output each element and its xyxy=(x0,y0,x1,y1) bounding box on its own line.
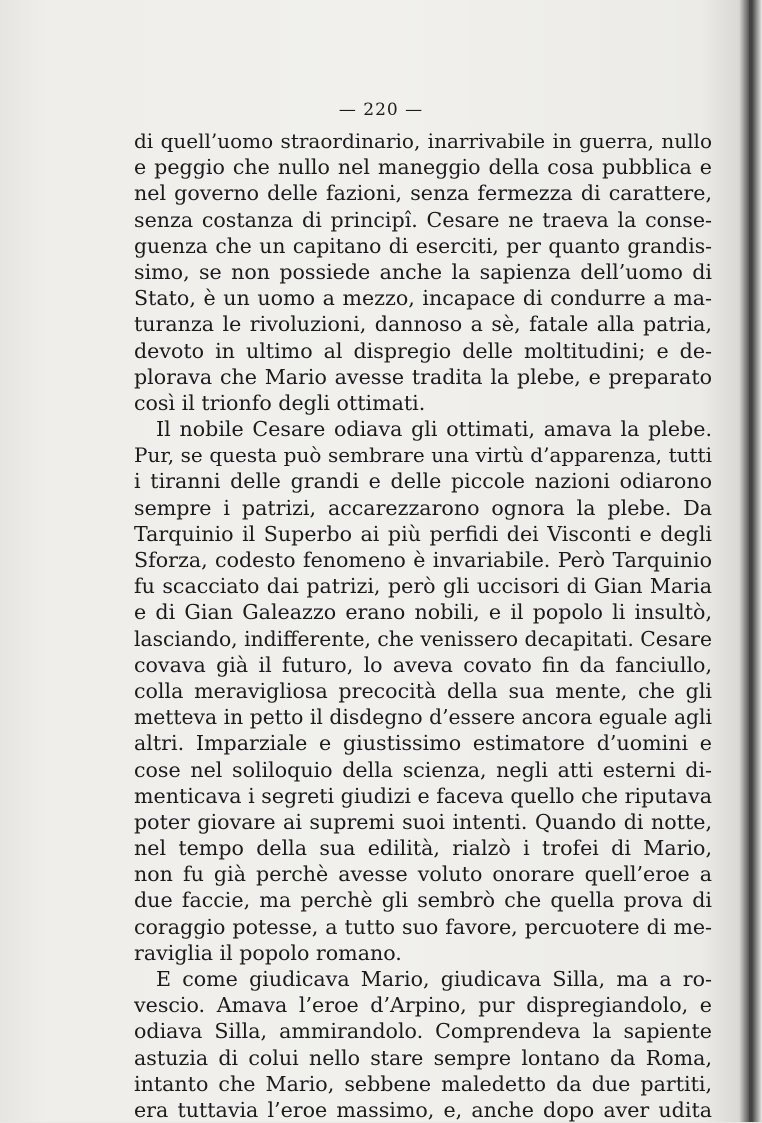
text-line: odiava Silla, ammirandolo. Comprendeva la sapiente xyxy=(134,1019,712,1044)
text-line: Sforza, codesto fenomeno è invariabile. Però Tarquinio xyxy=(134,548,712,572)
text-line: covava già il futuro, lo aveva covato fin da fanciullo, xyxy=(134,652,712,677)
text-line: cose nel soliloquio della scienza, negli atti esterni di- xyxy=(134,757,712,782)
text-line: colla meravigliosa precocità della sua mente, che gli xyxy=(134,678,712,703)
text-line: simo, se non possiede anche la sapienza dell’uomo di xyxy=(134,259,712,284)
text-line: non fu già perchè avesse voluto onorare quell’eroe a xyxy=(134,862,712,887)
body-text xyxy=(134,128,712,1123)
text-line: raviglia il popolo romano. xyxy=(134,940,402,965)
text-line: turanza le rivoluzioni, dannoso a sè, fatale alla patria, xyxy=(134,312,712,337)
text-line: Stato, è un uomo a mezzo, incapace di condurre a ma- xyxy=(134,286,712,311)
page-edge-shadow xyxy=(749,0,752,1122)
text-line: così il trionfo degli ottimati. xyxy=(134,390,426,415)
text-line: coraggio potesse, a tutto suo favore, percuotere di me- xyxy=(134,914,712,939)
text-line: devoto in ultimo al dispregio delle moltitudini; e de- xyxy=(134,338,712,363)
text-line: altri. Imparziale e giustissimo estimatore d’uomini e xyxy=(134,731,712,756)
text-line: di quell’uomo straordinario, inarrivabile in guerra, nullo xyxy=(134,129,712,153)
text-line: i tiranni delle grandi e delle piccole nazioni odiarono xyxy=(134,469,712,494)
text-line: nel tempo della sua edilità, rialzò i trofei di Mario, xyxy=(134,836,712,861)
text-line: Il nobile Cesare odiava gli ottimati, amava la plebe. xyxy=(156,417,712,442)
text-line: era tuttavia l’eroe massimo, e, anche dopo aver udita xyxy=(134,1097,712,1122)
text-line: vescio. Amava l’eroe d’Arpino, pur dispregiandolo, e xyxy=(134,993,712,1018)
text-line: senza costanza di principî. Cesare ne traeva la conse- xyxy=(134,207,712,232)
text-line: metteva in petto il disdegno d’essere ancora eguale agli xyxy=(134,705,712,730)
text-line: plorava che Mario avesse tradita la plebe, e preparato xyxy=(134,364,712,389)
text-line: Tarquinio il Superbo ai più perfidi dei Visconti e degli xyxy=(134,521,712,546)
text-line: menticava i segreti giudizi e faceva quello che riputava xyxy=(134,783,712,808)
page-number: — 220 — xyxy=(338,100,424,120)
text-line: due faccie, ma perchè gli sembrò che quella prova di xyxy=(134,888,712,913)
text-line: fu scacciato dai patrizi, però gli uccisori di Gian Maria xyxy=(134,574,712,599)
text-line: lasciando, indifferente, che venissero decapitati. Cesare xyxy=(134,626,712,651)
text-line: e peggio che nullo nel maneggio della cosa pubblica e xyxy=(134,155,712,180)
text-line: E come giudicava Mario, giudicava Silla, ma a ro- xyxy=(156,967,712,991)
text-line: sempre i patrizi, accarezzarono ognora la plebe. Da xyxy=(134,495,712,520)
text-line: Pur, se questa può sembrare una virtù d’apparenza, tutti xyxy=(134,443,712,468)
text-line: nel governo delle fazioni, senza fermezza di carattere, xyxy=(134,181,712,206)
text-line: intanto che Mario, sebbene maledetto da due partiti, xyxy=(134,1071,712,1096)
text-line: poter giovare ai supremi suoi intenti. Quando di notte, xyxy=(134,809,712,834)
text-line: e di Gian Galeazzo erano nobili, e il popolo li insultò, xyxy=(134,600,712,625)
text-line: guenza che un capitano di eserciti, per quanto grandis- xyxy=(134,233,712,258)
text-line: astuzia di colui nello stare sempre lontano da Roma, xyxy=(134,1045,712,1070)
